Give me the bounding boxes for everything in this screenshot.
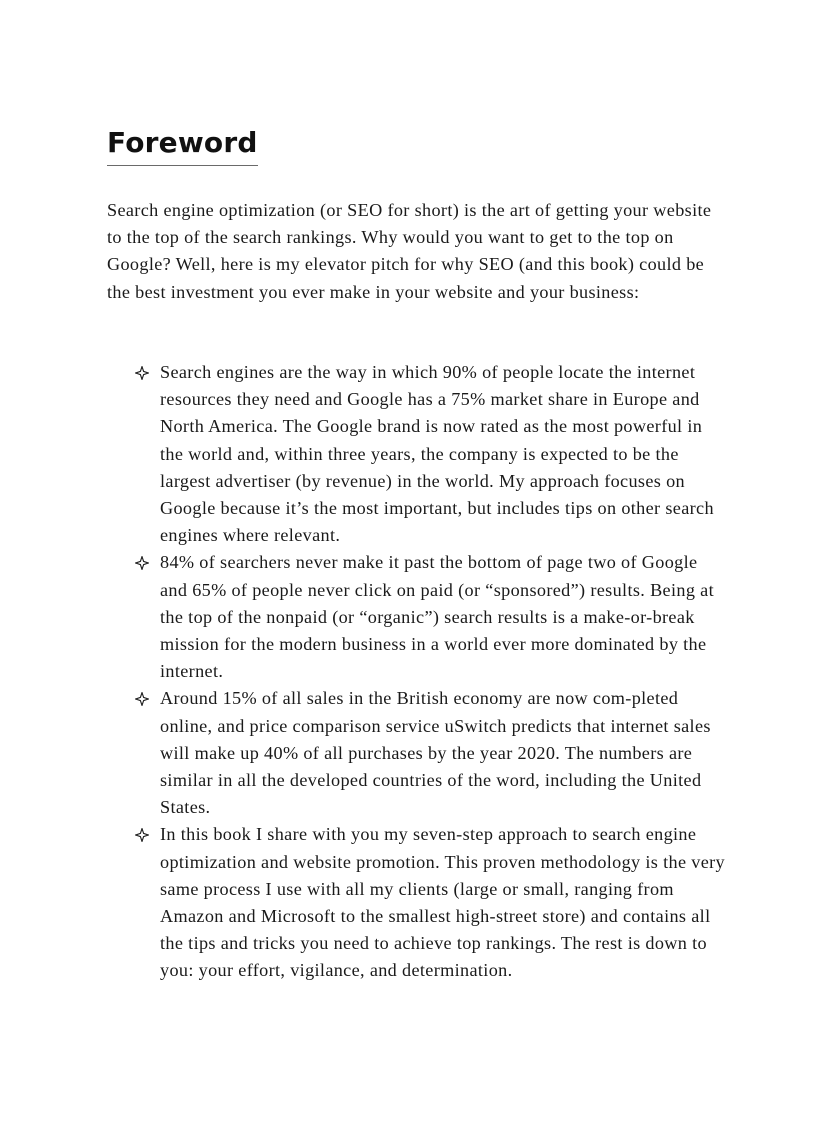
list-item-text: Search engines are the way in which 90% of people locate the internet resources they need and Google has a 75% market share in Europe and North America. The Google brand is now rated as the most powerful in the world and, within three years, the company is expected to be the largest advertiser (by revenue) in the world. My approach focuses on Google because it’s the most important, but includes tips on other search engines where relevant. bbox=[160, 362, 714, 546]
page-title: Foreword bbox=[107, 123, 258, 166]
four-point-star-icon bbox=[133, 821, 151, 848]
four-point-star-icon bbox=[133, 549, 151, 576]
four-point-star-icon bbox=[133, 685, 151, 712]
bullet-list bbox=[107, 359, 725, 985]
list-item-text: In this book I share with you my seven-step approach to search engine optimization and website promotion. This proven methodology is the very same process I use with all my clients (large or small, ranging from Amazon and Microsoft to the smallest high-street store) and contains all the tips and tricks you need to achieve top rankings. The rest is down to you: your effort, vigilance, and determination. bbox=[160, 824, 726, 981]
four-point-star-icon bbox=[133, 359, 151, 386]
list-item bbox=[107, 685, 725, 821]
list-item-text: 84% of searchers never make it past the bottom of page two of Google and 65% of people never click on paid (or “sponsored”) results. Being at the top of the nonpaid (or “organic”) search results is a make-or-break mission for the modern business in a world ever more dominated by the internet. bbox=[160, 552, 714, 682]
list-item bbox=[107, 359, 725, 549]
list-item bbox=[107, 549, 725, 685]
list-item-text: Around 15% of all sales in the British economy are now com-pleted online, and price comparison service uSwitch predicts that internet sales will make up 40% of all purchases by the year 2020. The numbers are similar in all the developed countries of the word, including the United States. bbox=[160, 688, 711, 818]
list-item bbox=[107, 821, 725, 984]
intro-paragraph: Search engine optimization (or SEO for short) is the art of getting your website to the top of the search rankings. Why would you want to get to the top on Google? Well, here is my elevator pitch for why SEO (and this book) could be the best investment you ever make in your website and your business: bbox=[107, 200, 712, 302]
